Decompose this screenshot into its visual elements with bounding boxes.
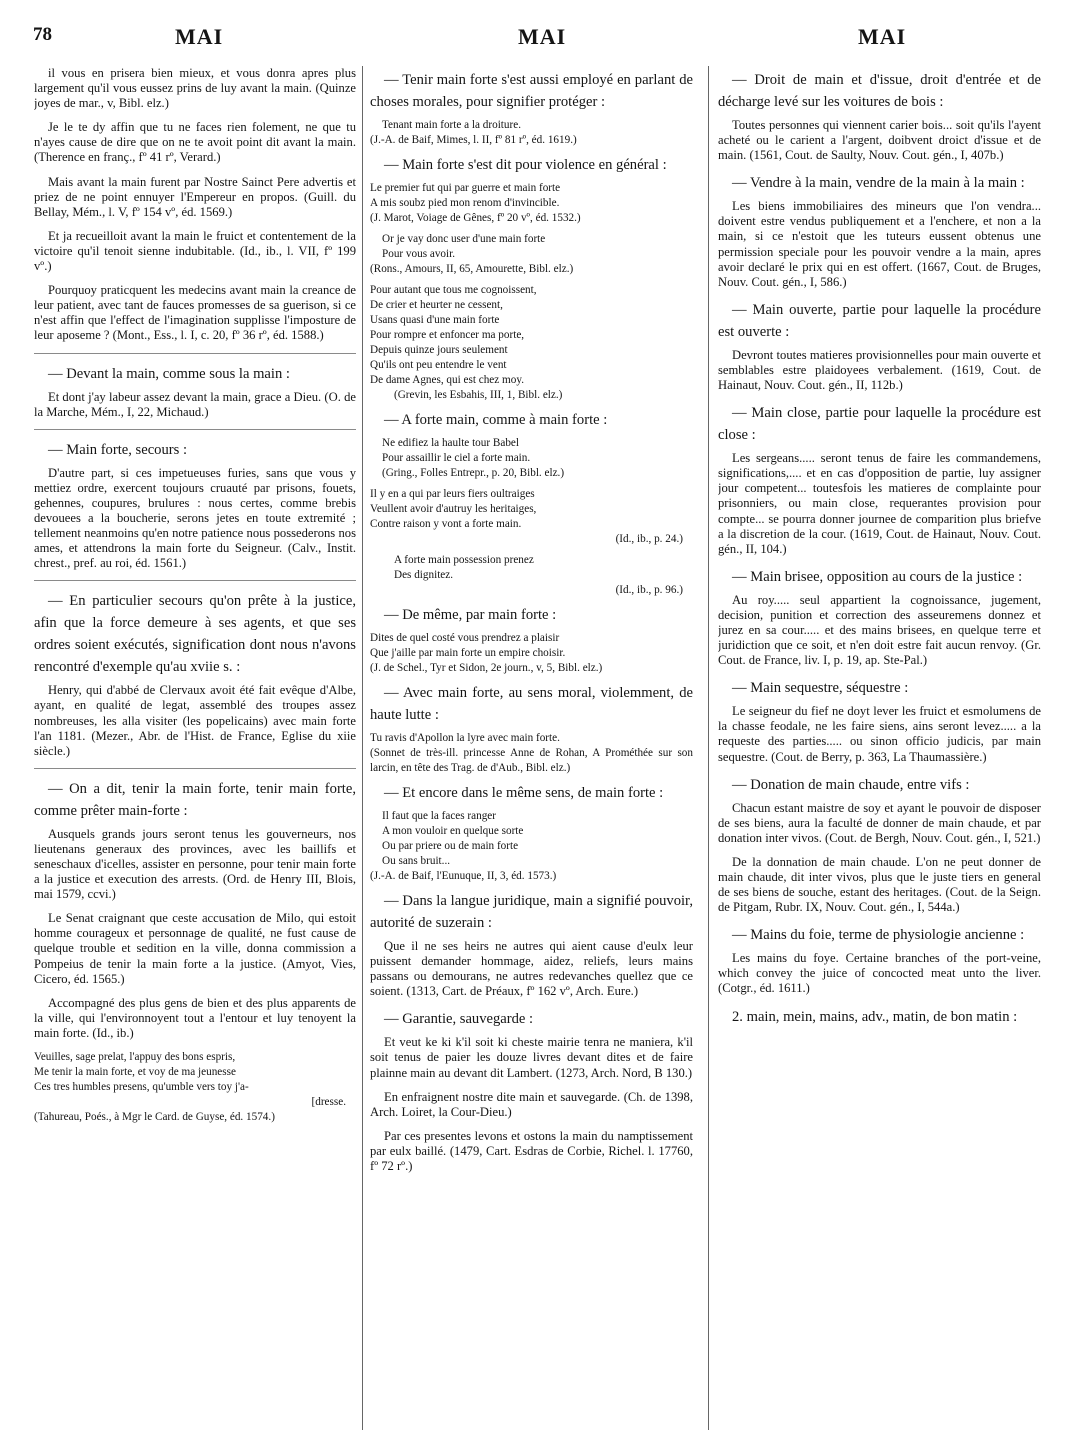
citation: Les mains du foye. Certaine branches of the port-veine, which convey the juice of concocted meat unto the liver. (Cotgr., éd. 1611.) — [718, 951, 1041, 996]
verse-line: A forte main possession prenez — [394, 554, 534, 566]
verse-quote — [370, 283, 693, 403]
entry-heading: 2. main, mein, mains, adv., matin, de bon matin : — [732, 1008, 1018, 1025]
verse-citation: (Id., ib., p. 24.) — [615, 533, 683, 545]
citation: Et ja recueilloit avant la main le fruict et contentement de la victoire qu'il tenoit sienne indubitable. (Id., ib., l. VII, fº 199 vº.) — [34, 228, 356, 274]
verse-quote — [370, 232, 693, 277]
verse-line: A mis soubz pied mon renom d'invincible. — [370, 197, 560, 209]
verse-line: Veullent avoir d'autruy les heritaiges, — [370, 503, 537, 515]
citation: Les sergeans..... seront tenus de faire les commandemens, significations,.... et en cas d'opposition de partie, luy assigner jour competent... toutesfois les matieres de complainte pour prisonniers, ou main close, requerantes provision pour compte... se pourra donner journee de comparition plus briefve a la discretion de la cour. (1619, Cout. de Hainaut, Nouv. Cout. gén., II, 104.) — [718, 451, 1041, 556]
separator — [34, 429, 356, 430]
citation: Que il ne ses heirs ne autres qui aient cause d'eulx leur puissent demander hommage, aidez, reliefs, leurs mains passans ou demourans, ne autres redevanches quellez que ce soient. (1313, Cart. de Préaux, fº 162 vº, Arch. Eure.) — [370, 939, 693, 999]
verse-citation: (Grevin, les Esbahis, III, 1, Bibl. elz.) — [394, 389, 563, 401]
sense-heading: — Main forte s'est dit pour violence en général : — [384, 157, 667, 173]
citation: Le Senat craignant que ceste accusation de Milo, qui estoit homme courageux et personnage de qualité, ne fust cause de quelque trouble et sedition en la ville, donna commission a Pompeius de tenir la main forte a la justice. (Amyot, Vies, Cicero, éd. 1565.) — [34, 911, 356, 986]
sense-heading: — Garantie, sauvegarde : — [384, 1011, 534, 1028]
verse-line: [dresse. — [311, 1096, 346, 1109]
citation: Ausquels grands jours seront tenus les gouverneurs, nos lieutenans generaux des provinces, avec les baillifs et seneschaux d'icelles, assister en personne, pour tenir main forte a la justice et execution des arrests. (Ord. de Henry III, Blois, mai 1579, ccvi.) — [34, 826, 356, 902]
verse-line: Tenant main forte a la droiture. — [382, 119, 522, 131]
verse-line: Depuis quinze jours seulement — [370, 344, 508, 356]
verse-citation: (Tahureau, Poés., à Mgr le Card. de Guyse, éd. 1574.) — [34, 1111, 275, 1124]
sense-heading: — Avec main forte, au sens moral, violemment, de haute lutte : — [370, 685, 693, 723]
verse-line: Pour vous avoir. — [382, 248, 456, 260]
running-head-center: MAI — [518, 24, 567, 49]
sense-heading: — Devant la main, comme sous la main : — [48, 365, 290, 382]
verse-line: Qu'ils ont peu entendre le vent — [370, 359, 507, 371]
running-head-right: MAI — [858, 24, 907, 49]
citation: Par ces presentes levons et ostons la main du namptissement par eulx baillé. (1479, Cart. Esdras de Corbie, Richel. l. 17760, fº 72 rº.) — [370, 1128, 693, 1174]
verse-quote — [370, 553, 693, 598]
verse-quote — [34, 1050, 356, 1125]
citation: Pourquoy praticquent les medecins avant main la creance de leur patient, avec tant de fauces promesses de sa guerison, si ce n'est affin que l'effect de l'imagination supplisse l'imposture de leur aposeme ? (Mont., Ess., l. I, c. 20, fº 36 rº, éd. 1588.) — [34, 283, 356, 343]
sense-heading: — Droit de main et d'issue, droit d'entrée et de décharge levé sur les voitures de bois : — [718, 72, 1041, 110]
verse-line: Le premier fut qui par guerre et main forte — [370, 182, 561, 194]
citation: De la donnation de main chaude. L'on ne peut donner de main chaude, dit inter vivos, plus que le juste tiers en general de ses biens de souche, estant des heritages. (Cout. de la Seign. de Pitgam, Rubr. IX, Nouv. Cout. gén., I, 544a.) — [718, 854, 1041, 915]
separator — [34, 580, 356, 581]
verse-line: Veuilles, sage prelat, l'appuy des bons espris, — [34, 1051, 236, 1064]
running-head-left: MAI — [175, 24, 224, 49]
verse-line: Pour assaillir le ciel a forte main. — [382, 452, 531, 464]
sense-heading: — Mains du foie, terme de physiologie ancienne : — [732, 927, 1025, 944]
citation: Et veut ke ki k'il soit ki cheste mairie tenra ne maniera, k'il soit tenus de paier les douze livres devant dites et de faire plainne main au devant dit Lambert. (1273, Arch. Nord, B 130.) — [370, 1035, 693, 1080]
verse-line: A mon vouloir en quelque sorte — [382, 825, 524, 837]
verse-line: Que j'aille par main forte un empire choisir. — [370, 647, 566, 659]
separator — [34, 768, 356, 769]
page-number: 78 — [33, 24, 52, 45]
sense-heading: — Et encore dans le même sens, de main forte : — [384, 785, 664, 801]
verse-line: Ou sans bruit... — [382, 855, 451, 867]
verse-citation: (Id., ib., p. 96.) — [615, 584, 683, 596]
column-left — [34, 66, 356, 1430]
column-rule-left — [362, 66, 363, 1430]
sense-heading: — De même, par main forte : — [384, 607, 557, 623]
citation: Accompagné des plus gens de bien et des plus apparents de la ville, qui l'environnoyent tout a l'entour et luy tenoyent la main forte. (Id., ib.) — [34, 995, 356, 1040]
verse-line: Des dignitez. — [394, 569, 454, 581]
verse-line: Ou par priere ou de main forte — [382, 840, 519, 852]
citation: Les biens immobiliaires des mineurs que l'on vendra... doivent estre vendus publiquement et a l'enchere, et non a la main, si ce n'estoit que les tuteurs eussent obtenus une permission speciale pour les pouvoir vendre a la main, apres avoir declaré le prix qui en est offert. (1667, Cout. de Bruges, Nouv. Cout. gén., I, 586.) — [718, 199, 1041, 289]
verse-quote — [370, 118, 693, 148]
sense-heading: — Donation de main chaude, entre vifs : — [732, 776, 970, 793]
sense-heading: — Dans la langue juridique, main a signifié pouvoir, autorité de suzerain : — [370, 893, 693, 931]
verse-line: Contre raison y vont a forte main. — [370, 518, 522, 530]
verse-line: Il faut que la faces ranger — [382, 810, 496, 822]
sense-heading: — En particulier secours qu'on prête à la justice, afin que la force demeure à ses agents, et que ses ordres soient exécutés, signification dont nous n'avons rencontré d'exemple qu'au xviie s. : — [34, 593, 356, 676]
sense-heading: — Main sequestre, séquestre : — [732, 680, 909, 697]
verse-line: Me tenir la main forte, et voy de ma jeunesse — [34, 1066, 236, 1079]
citation: Devront toutes matieres provisionnelles pour main ouverte et semblables estre plaidoyees verbalement. (1619, Cout. de Hainaut, Nouv. Cout. gén., II, 112b.) — [718, 347, 1041, 393]
citation: Henry, qui d'abbé de Clervaux avoit été fait evêque d'Albe, ayant, en qualité de legat, assemblé des troupes assez nombreuses, les alla visiter (les popelicains) avec main forte l'an 1181. (Mezer., Abr. de l'Hist. de France, Eglise du xiie siècle.) — [34, 683, 356, 758]
verse-line: Or je vay donc user d'une main forte — [382, 233, 546, 245]
verse-quote — [370, 436, 693, 481]
verse-citation: (Sonnet de très-ill. princesse Anne de Rohan, A Prométhée sur son larcin, en tête des Trag. de d'Aub., Bibl. elz.) — [370, 747, 693, 774]
sense-heading: — Main forte, secours : — [48, 441, 188, 458]
verse-line: Usans quasi d'une main forte — [370, 314, 500, 326]
citation: Toutes personnes qui viennent carier bois... soit qu'ils l'ayent acheté ou le carient a l'argent, doibvent droict d'issue et de main. (1561, Cout. de Saulty, Nouv. Cout. gén., I, 407b.) — [718, 118, 1041, 163]
sense-heading: — On a dit, tenir la main forte, tenir main forte, comme prêter main-forte : — [34, 780, 356, 819]
citation: il vous en prisera bien mieux, et vous donra apres plus largement qu'il vous eussez prins de luy avant la main. (Quinze joyes de mar., v, Bibl. elz.) — [34, 66, 356, 111]
verse-line: Pour rompre et enfoncer ma porte, — [370, 329, 525, 341]
verse-citation: (J. Marot, Voiage de Gênes, fº 20 vº, éd. 1532.) — [370, 212, 581, 224]
separator — [34, 353, 356, 354]
sense-heading: — Main ouverte, partie pour laquelle la procédure est ouverte : — [718, 301, 1041, 340]
citation: Mais avant la main furent par Nostre Sainct Pere advertis et priez de ne point ennuyer l'Empereur en propos. (Guill. du Bellay, Mém., l. V, fº 154 vº, éd. 1569.) — [34, 174, 356, 219]
citation: Le seigneur du fief ne doyt lever les fruict et esmolumens de la chasse feodale, ne les faire siens, ains seront levez..... a la requeste des parties..... ou sinon officio judicis, par main sequestre. (Cout. de Berry, p. 363, La Thaumassière.) — [718, 704, 1041, 764]
verse-quote — [370, 487, 693, 547]
citation: Chacun estant maistre de soy et ayant le pouvoir de disposer de ses biens, aura la faculté de donner de main chaude, et par donation inter vivos. (Cout. de Bergh, Nouv. Cout. gén., I, 521.) — [718, 800, 1041, 845]
citation: Je le te dy affin que tu ne faces rien folement, ne que tu n'ayes cause de dire que on ne te avoit point dit avant la main. (Therence en franç., fº 41 rº, Verard.) — [34, 120, 356, 165]
verse-line: De crier et heurter ne cessent, — [370, 299, 503, 311]
verse-citation: (Rons., Amours, II, 65, Amourette, Bibl. elz.) — [370, 263, 574, 275]
column-rule-right — [708, 66, 709, 1430]
sense-heading: — Main brisee, opposition au cours de la justice : — [732, 568, 1023, 585]
sense-heading: — A forte main, comme à main forte : — [384, 412, 608, 428]
verse-line: Tu ravis d'Apollon la lyre avec main forte. — [370, 732, 560, 744]
verse-quote — [370, 181, 693, 226]
column-center — [370, 66, 693, 1430]
verse-quote — [370, 731, 693, 776]
verse-line: Dites de quel costé vous prendrez a plaisir — [370, 632, 560, 644]
verse-quote — [370, 809, 693, 884]
citation: Et dont j'ay labeur assez devant la main, grace a Dieu. (O. de la Marche, Mém., I, 22, Michaud.) — [34, 389, 356, 419]
verse-citation: (J. de Schel., Tyr et Sidon, 2e journ., v, 5, Bibl. elz.) — [370, 662, 603, 674]
verse-line: Ces tres humbles presens, qu'umble vers toy j'a- — [34, 1081, 249, 1094]
column-right — [718, 66, 1041, 1430]
citation: En enfraignent nostre dite main et sauvegarde. (Ch. de 1398, Arch. Loiret, la Cour-Dieu.) — [370, 1089, 693, 1119]
verse-line: Pour autant que tous me cognoissent, — [370, 284, 537, 296]
verse-line: Ne edifiez la haulte tour Babel — [382, 437, 519, 449]
verse-citation: (J.-A. de Baif, l'Eunuque, II, 3, éd. 1573.) — [370, 870, 557, 882]
verse-citation: (Gring., Folles Entrepr., p. 20, Bibl. elz.) — [382, 467, 565, 479]
sense-heading: — Main close, partie pour laquelle la procédure est close : — [718, 405, 1041, 444]
verse-line: De dame Agnes, qui est chez moy. — [370, 374, 524, 386]
verse-citation: (J.-A. de Baif, Mimes, l. II, fº 81 rº, éd. 1619.) — [370, 134, 577, 146]
sense-heading: — Vendre à la main, vendre de la main à la main : — [732, 175, 1025, 192]
verse-line: Il y en a qui par leurs fiers oultraiges — [370, 488, 535, 500]
sense-heading: — Tenir main forte s'est aussi employé en parlant de choses morales, pour signifier protéger : — [370, 72, 693, 110]
citation: Au roy..... seul appartient la cognoissance, jugement, decision, punition et correction des asseuremens donnez et jurez en sa cour..... et des mains brisees, en quelque terre et juridiction que ce soit, et n'en doit estre fait aucun renvoy. (Gr. Cout. de France, liv. I, p. 19, ap. Ste-Pal.) — [718, 592, 1041, 668]
verse-quote — [370, 631, 693, 676]
citation: D'autre part, si ces impetueuses furies, sans que vous y mettiez ordre, exercent toujours cruauté par prisons, fouets, gehennes, coupures, brulures : nous certes, comme brebis devouees a la boucherie, serons jetes en toute extremité ; tellement neanmoins qu'en notre patience nous possederons nos ames, et attendrons la main forte du Seigneur. (Calv., Instit. chrest., pref. au roi, éd. 1561.) — [34, 465, 356, 571]
